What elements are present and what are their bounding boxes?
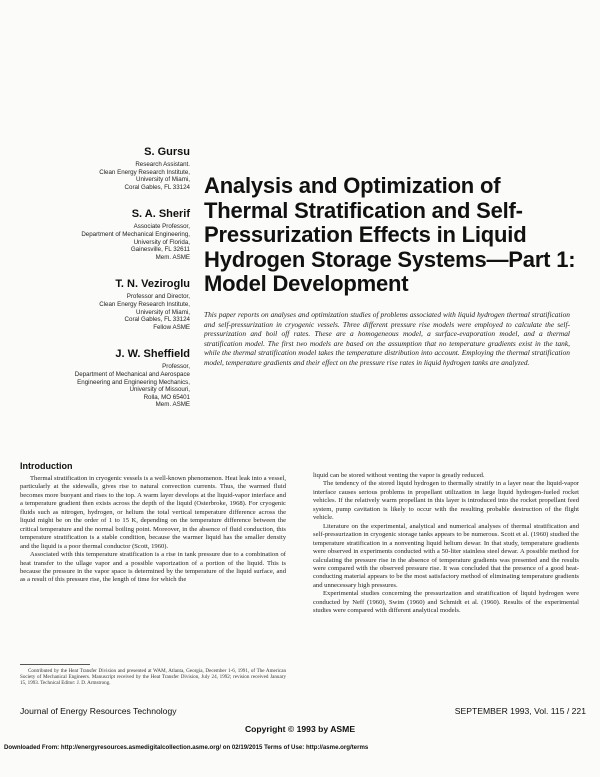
copyright-notice: Copyright © 1993 by ASME bbox=[244, 724, 356, 734]
download-notice: Downloaded From: http://energyresources.asmedigitalcollection.asme.org/ on 02/19/2015 Terms of Use: http://asme.org/terms bbox=[4, 744, 369, 751]
abstract: This paper reports on analyses and optimization studies of problems associated with liquid hydrogen thermal stratification and self-pressurization in cryogenic vessels. Three different pressure rise models were employed to calculate the self-pressurization and boil off rates. These are a homogeneous model, a surface-evaporation model, and a thermal stratification model. The first two models are based on the assumption that no temperature gradients exist in the tank, while the thermal stratification model takes the temperature distribution into account. Employing the thermal stratification model, temperature gradients and their effect on the pressure rise rates in liquid hydrogen tanks are analyzed. bbox=[204, 310, 570, 367]
author-block bbox=[20, 146, 190, 191]
paragraph: liquid can be stored without venting the vapor is greatly reduced. bbox=[313, 472, 485, 479]
paragraph: Experimental studies concerning the pressurization and stratification of liquid hydrogen were conducted by Neff (1960), Swim (1960) and Schmidt et al. (1960). Results of the experimental studies were compared with different analytical models. bbox=[313, 590, 579, 615]
author-name: S. A. Sherif bbox=[131, 208, 190, 221]
author-block bbox=[20, 348, 190, 409]
author-affiliation: Professor, Department of Mechanical and Aerospace Engineering and Engineering Mechanics, University of Missouri, Rolla, MO 65401 Mem. ASME bbox=[74, 363, 190, 409]
paragraph: Thermal stratification in cryogenic vessels is a well-known phenomenon. Heat leak into a vessel, particularly at the sidewalls, gives rise to natural convection currents. Thus, the warmed fluid becomes more buoyant and rises to the top. A warm layer develops at the liquid-vapor interface and a temperature gradient then exists across the depth of the liquid (Osterbroke, 1968). For cryogenic fluids such as nitrogen, hydrogen, or helium the total vertical temperature difference across the liquid might be on the order of 1 to 15 K, depending on the temperature difference between the critical temperature and the normal boiling point. Moreover, in the absence of fluid conduction, this temperature stratification is a stable condition, because the warmer liquid has the smaller density and the liquid is a poor thermal conductor (Scott, 1960). bbox=[20, 475, 286, 550]
journal-name: Journal of Energy Resources Technology bbox=[20, 706, 177, 716]
author-name: J. W. Sheffield bbox=[115, 348, 190, 361]
paper-title: Analysis and Optimization of Thermal Stratification and Self-Pressurization Effects in Liquid Hydrogen Storage Systems—Part 1: Model Development bbox=[204, 173, 576, 296]
author-affiliation: Professor and Director, Clean Energy Research Institute, University of Miami, Coral Gables, FL 33124 Fellow ASME bbox=[99, 293, 190, 331]
introduction-right-column bbox=[313, 472, 579, 616]
author-name: T. N. Veziroglu bbox=[115, 278, 190, 291]
paragraph: The tendency of the stored liquid hydrogen to thermally stratify in a layer near the liquid-vapor interface causes serious problems in propellant utilization in large liquid hydrogen-fueled rocket vehicles. If the relatively warm propellant in this layer is introduced into the rocket propellant feed system, pump cavitation is likely to occur with the resulting probable destruction of the flight vehicle. bbox=[313, 480, 579, 522]
footnote-divider bbox=[20, 664, 90, 665]
section-heading: Introduction bbox=[20, 461, 73, 471]
issue-info: SEPTEMBER 1993, Vol. 115 / 221 bbox=[454, 706, 586, 716]
author-affiliation: Research Assistant. Clean Energy Research Institute, University of Miami, Coral Gables, FL 33124 bbox=[99, 161, 190, 191]
author-block bbox=[20, 278, 190, 331]
introduction-left-column bbox=[20, 461, 286, 585]
paragraph: Literature on the experimental, analytical and numerical analyses of thermal stratification and self-pressurization in cryogenic storage tanks appears to be numerous. Scott et al. (1960) studied the temperature stratification in a nonventing liquid helium dewar. In that study, temperature gradients were observed in experiments conducted with a 50-liter stainless steel dewar. A possible method for calculating the pressure rise in the absence of temperature gradients was presented and the results were compared with the observed pressure rise. It was concluded that the presence of a good heat-conducting material appears to be the most satisfactory method of eliminating temperature gradients and unnecessary high pressures. bbox=[313, 522, 579, 589]
author-list bbox=[20, 146, 190, 426]
author-affiliation: Associate Professor, Department of Mechanical Engineering, University of Florida, Gainesville, FL 32611 Mem. ASME bbox=[81, 223, 190, 261]
paragraph: Associated with this temperature stratification is a rise in tank pressure due to a combination of heat transfer to the ullage vapor and a possible vaporization of a portion of the liquid. This is because the pressure in the vapor space is determined by the temperature of the liquid surface, and as a result of this pressure rise, the length of time for which the bbox=[20, 551, 286, 584]
author-name: S. Gursu bbox=[144, 146, 190, 158]
footnote: Contributed by the Heat Transfer Division and presented at WAM, Atlanta, Georgia, December 1-6, 1991, of The American Society of Mechanical Engineers. Manuscript received by the Heat Transfer Division, July 24, 1992; revision received January 15, 1993. Technical Editor: J. D. Armstrong. bbox=[20, 668, 286, 687]
author-block bbox=[20, 208, 190, 261]
